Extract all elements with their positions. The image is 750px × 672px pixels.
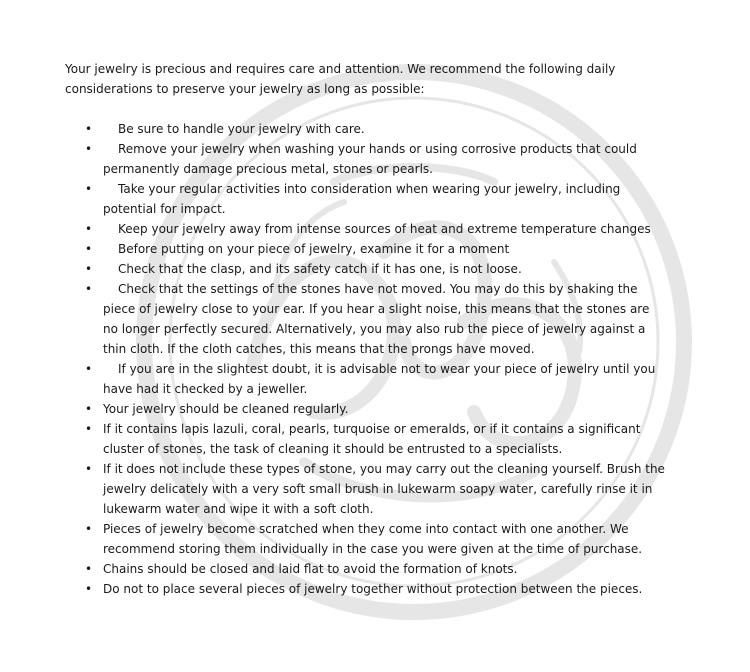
list-item-text: Keep your jewelry away from intense sources of heat and extreme temperature changes: [118, 222, 651, 236]
bullet-icon: •: [85, 222, 93, 236]
list-item-text: Before putting on your piece of jewelry, examine it for a moment: [118, 242, 510, 256]
list-item-text: If it contains lapis lazuli, coral, pearls, turquoise or emeralds, or if it contains a significant cluster of stones, the task of cleaning it should be entrusted to a specialists.: [103, 422, 641, 456]
list-item-text: Be sure to handle your jewelry with care.: [118, 122, 365, 136]
bullet-icon: •: [85, 422, 93, 436]
list-item: [0, 459, 665, 519]
bullet-icon: •: [85, 242, 93, 256]
list-item: [0, 559, 665, 579]
list-item: [0, 359, 665, 399]
list-item-text: If you are in the slightest doubt, it is advisable not to wear your piece of jewelry until you have had it checked by a jeweller.: [103, 362, 656, 396]
list-item: [0, 179, 665, 219]
list-item: [0, 119, 665, 139]
list-item: [0, 399, 665, 419]
bullet-icon: •: [85, 262, 93, 276]
list-item-text: Do not to place several pieces of jewelry together without protection between the pieces.: [103, 582, 643, 596]
list-item: [0, 239, 665, 259]
bullet-icon: •: [85, 122, 93, 136]
list-item-text: Chains should be closed and laid flat to avoid the formation of knots.: [103, 562, 518, 576]
list-item: [0, 579, 665, 599]
list-item-text: If it does not include these types of stone, you may carry out the cleaning yourself. Brush the jewelry delicately with a very soft small brush in lukewarm soapy water, carefully rinse it in lukewarm water and wipe it with a soft cloth.: [103, 462, 665, 516]
list-item: [0, 219, 665, 239]
list-item: [0, 419, 665, 459]
bullet-icon: •: [85, 182, 93, 196]
list-item-text: Pieces of jewelry become scratched when they come into contact with one another. We recommend storing them individually in the case you were given at the time of purchase.: [103, 522, 643, 556]
list-item: [0, 279, 665, 359]
bullet-icon: •: [85, 562, 93, 576]
list-item-text: Check that the clasp, and its safety catch if it has one, is not loose.: [118, 262, 522, 276]
list-item-text: Remove your jewelry when washing your hands or using corrosive products that could permanently damage precious metal, stones or pearls.: [103, 142, 637, 176]
list-item-text: Take your regular activities into consideration when wearing your jewelry, including potential for impact.: [103, 182, 621, 216]
intro-paragraph: Your jewelry is precious and requires care and attention. We recommend the following daily considerations to preserve your jewelry as long as possible:: [65, 62, 616, 96]
care-list: [0, 119, 750, 599]
bullet-icon: •: [85, 582, 93, 596]
list-item-text: Check that the settings of the stones have not moved. You may do this by shaking the piece of jewelry close to your ear. If you hear a slight noise, this means that the stones are no longer perfectly secured. Alternatively, you may also rub the piece of jewelry against a thin cloth. If the cloth catches, this means that the prongs have moved.: [103, 282, 650, 356]
list-item: [0, 139, 665, 179]
list-item: [0, 519, 665, 559]
bullet-icon: •: [85, 142, 93, 156]
list-item: [0, 259, 665, 279]
bullet-icon: •: [85, 282, 93, 296]
list-item-text: Your jewelry should be cleaned regularly.: [103, 402, 349, 416]
bullet-icon: •: [85, 462, 93, 476]
bullet-icon: •: [85, 522, 93, 536]
bullet-icon: •: [85, 402, 93, 416]
bullet-icon: •: [85, 362, 93, 376]
